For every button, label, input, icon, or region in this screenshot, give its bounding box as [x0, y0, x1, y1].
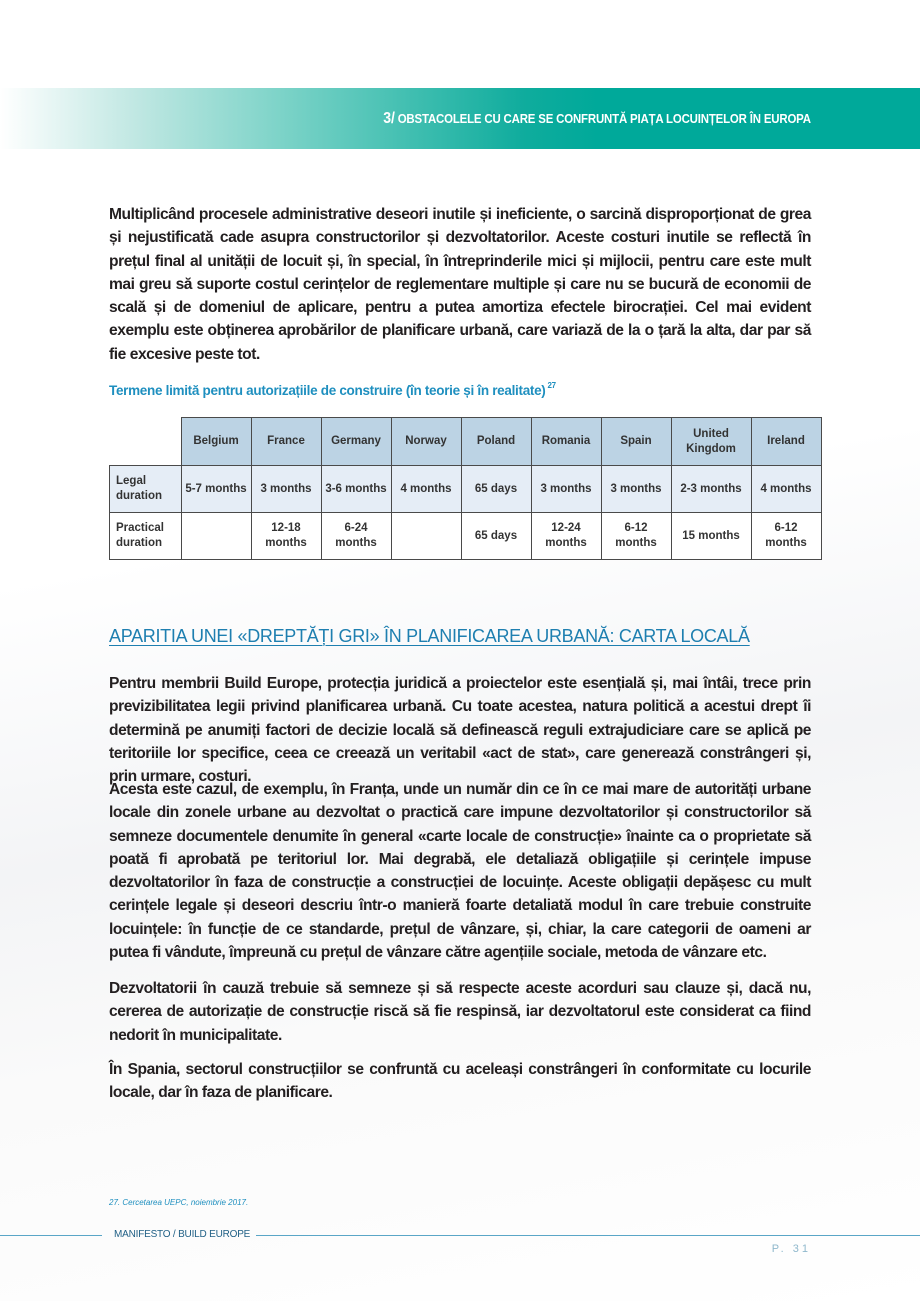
table-cell: 12-24 months — [531, 513, 601, 560]
column-header: France — [251, 418, 321, 466]
column-header: Belgium — [181, 418, 251, 466]
row-label: Practical duration — [110, 513, 182, 560]
table-cell — [391, 513, 461, 560]
table-cell: 5-7 months — [181, 466, 251, 513]
row-label: Legal duration — [110, 466, 182, 513]
table-header-row — [110, 418, 822, 466]
table-cell: 4 months — [391, 466, 461, 513]
column-header: Spain — [601, 418, 671, 466]
table-row-practical-duration — [110, 513, 822, 560]
page-number: P. 31 — [771, 1243, 811, 1255]
chapter-number: 3/ — [383, 110, 395, 127]
column-header: Romania — [531, 418, 601, 466]
table-cell: 3 months — [531, 466, 601, 513]
section-paragraph: Dezvoltatorii în cauză trebuie să semneze și să respecte aceste acorduri sau clauze și, dacă nu, cererea de autorizație de construcție riscă să fie respinsă, iar dezvoltatorul este considerat ca fiind nedorit în municipalitate. — [109, 980, 811, 1044]
table-cell: 12-18 months — [251, 513, 321, 560]
table-cell: 6-12 months — [601, 513, 671, 560]
column-header: Poland — [461, 418, 531, 466]
section-heading: APARITIA UNEI «DREPTĂȚI GRI» ÎN PLANIFICAREA URBANĂ: CARTA LOCALĂ — [109, 626, 750, 646]
footnote: 27. Cercetarea UEPC, noiembrie 2017. — [109, 1198, 249, 1207]
table-cell: 4 months — [751, 466, 821, 513]
table-cell: 6-12 months — [751, 513, 821, 560]
table-corner-cell — [110, 418, 182, 466]
table-cell: 65 days — [461, 513, 531, 560]
table-cell: 2-3 months — [671, 466, 751, 513]
footer-brand: MANIFESTO / BUILD EUROPE — [114, 1229, 251, 1240]
table-cell: 6-24 months — [321, 513, 391, 560]
column-header: Norway — [391, 418, 461, 466]
section-paragraph: Acesta este cazul, de exemplu, în Franța, unde un număr din ce în ce mai mare de autorități urbane locale din zonele urbane au dezvoltat o practică care impune dezvoltatorilor și constructorilor să semneze documentele denumite în general «carte locale de construcție» înainte ca o proprietate să poată fi aprobată pe teritoriul lor. Mai degrabă, ele detaliază obligațiile și cerințele impuse dezvoltatorilor în faza de construcție a construcției de locuințe. Aceste obligații depășesc cu mult cerințele legale și deseori descriu într-o manieră foarte detaliată modul în care trebuie construite locuințele: în funcție de ce standarde, prețul de vânzare, și, chiar, la care categorii de oameni ar putea fi vândute, împreună cu prețul de vânzare către agențiile sociale, metoda de vânzare etc. — [109, 781, 811, 962]
table-cell: 3-6 months — [321, 466, 391, 513]
footer-divider-right — [256, 1235, 920, 1236]
intro-paragraph: Multiplicând procesele administrative deseori inutile și ineficiente, o sarcină disproporționat de grea și nejustificată cade asupra constructorilor și dezvoltatorilor. Aceste costuri inutile se reflectă în prețul final al unității de locuit și, în special, în întreprinderile mici și mijlocii, pentru care este mult mai greu să suporte costul cerințelor de reglementare multiple și care nu se bucură de economii de scală și de domeniul de aplicare, pentru a putea amortiza efectele birocrației. Cel mai evident exemplu este obținerea aprobărilor de planificare urbană, care variază de la o țară la alta, dar par să fie excesive peste tot. — [109, 206, 811, 363]
table-caption — [109, 383, 556, 398]
permit-durations-table — [109, 417, 822, 560]
chapter-title-text: OBSTACOLELE CU CARE SE CONFRUNTĂ PIAȚA LOCUINȚELOR ÎN EUROPA — [397, 111, 811, 126]
table-cell: 3 months — [601, 466, 671, 513]
column-header: Germany — [321, 418, 391, 466]
table-cell: 3 months — [251, 466, 321, 513]
column-header: United Kingdom — [671, 418, 751, 466]
table-caption-text: Termene limită pentru autorizațiile de construire (în teorie și în realitate) — [109, 383, 546, 398]
section-paragraph: Pentru membrii Build Europe, protecția juridică a proiectelor este esențială și, mai întâi, trece prin previzibilitatea legii privind planificarea urbană. Cu toate acestea, natura politică a acestui drept îi determină pe anumiți factori de decizie locală să definească reguli extrajudiciare care se aplică pe teritoriile lor specifice, ceea ce creează un veritabil «act de stat», care generează constrângeri și, prin urmare, costuri. — [109, 675, 811, 786]
chapter-title — [383, 110, 811, 128]
chapter-header-band — [0, 88, 920, 149]
table-cell: 15 months — [671, 513, 751, 560]
column-header: Ireland — [751, 418, 821, 466]
table-cell: 65 days — [461, 466, 531, 513]
footnote-reference[interactable]: 27 — [547, 381, 556, 390]
section-paragraph: În Spania, sectorul construcțiilor se confruntă cu aceleași constrângeri în conformitate cu locurile locale, dar în faza de planificare. — [109, 1061, 811, 1102]
table-row-legal-duration — [110, 466, 822, 513]
footer-divider-left — [0, 1235, 102, 1236]
table-cell — [181, 513, 251, 560]
